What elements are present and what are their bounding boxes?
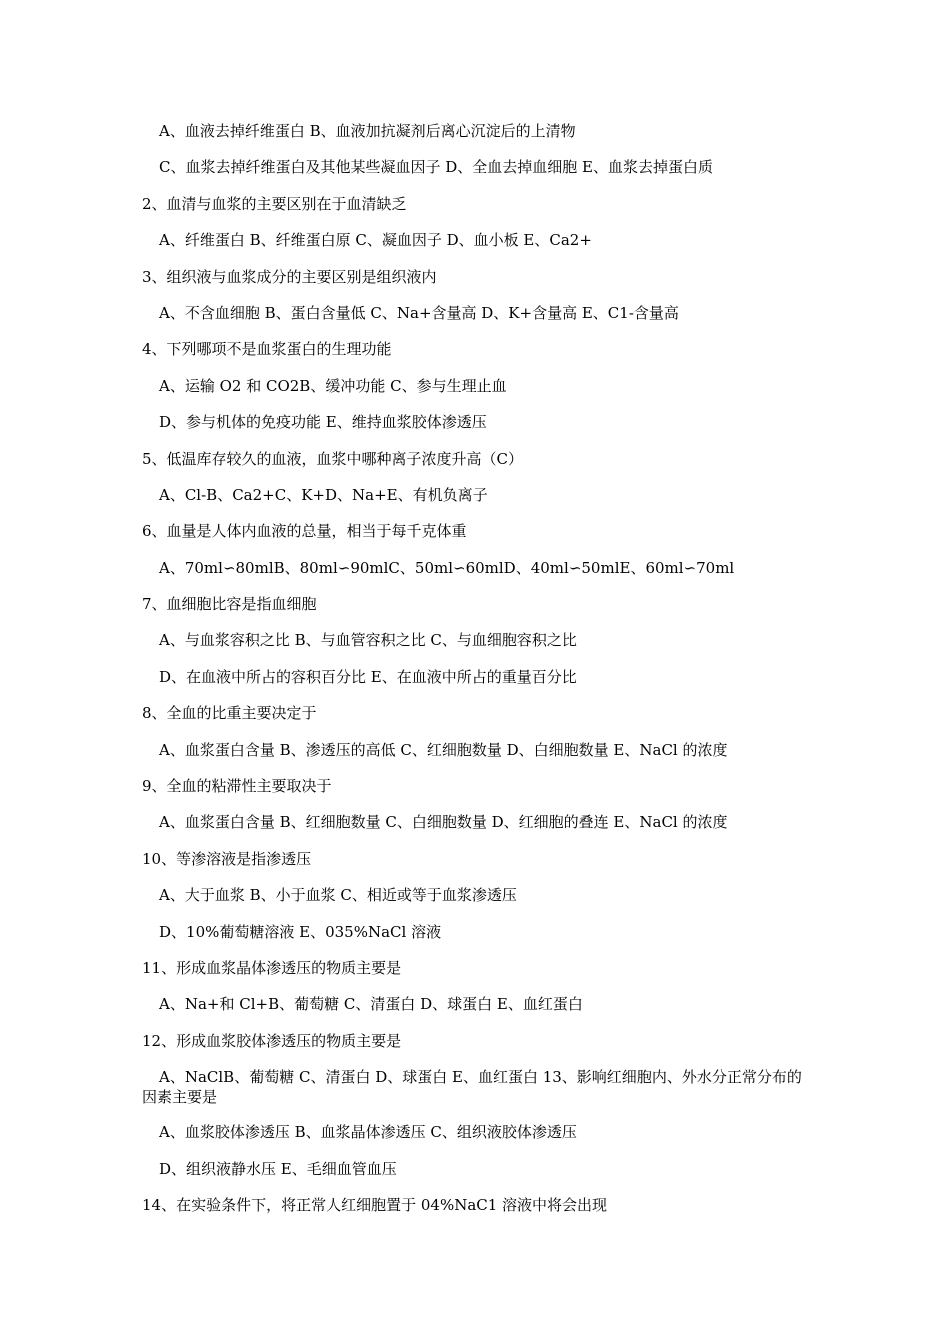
question-line: 14、在实验条件下，将正常人红细胞置于 04%NaC1 溶液中将会出现 bbox=[142, 1195, 608, 1214]
option-line: A、纤维蛋白 B、纤维蛋白原 C、凝血因子 D、血小板 E、Ca2+ bbox=[159, 231, 592, 250]
option-line: D、参与机体的免疫功能 E、维持血浆胶体渗透压 bbox=[159, 413, 487, 432]
question-line: 8、全血的比重主要决定于 bbox=[142, 704, 317, 723]
option-line: A、血浆蛋白含量 B、红细胞数量 C、白细胞数量 D、红细胞的叠连 E、NaCl 的浓度 bbox=[159, 813, 728, 832]
option-line: A、不含血细胞 B、蛋白含量低 C、Na+含量高 D、K+含量高 E、C1-含量高 bbox=[159, 303, 679, 322]
question-line: 9、全血的粘滞性主要取决于 bbox=[142, 777, 332, 796]
question-line: 4、下列哪项不是血浆蛋白的生理功能 bbox=[142, 340, 392, 359]
option-line: A、运输 O2 和 CO2B、缓冲功能 C、参与生理止血 bbox=[159, 376, 507, 395]
question-line: 6、血量是人体内血液的总量，相当于每千克体重 bbox=[142, 522, 467, 541]
option-line: A、血液去掉纤维蛋白 B、血液加抗凝剂后离心沉淀后的上清物 bbox=[159, 122, 576, 140]
question-line: 7、血细胞比容是指血细胞 bbox=[142, 595, 317, 614]
option-line: A、Cl-B、Ca2+C、K+D、Na+E、有机负离子 bbox=[159, 485, 488, 504]
question-line: 2、血清与血浆的主要区别在于血清缺乏 bbox=[142, 194, 407, 213]
option-line-wrapped: A、NaClB、葡萄糖 C、清蛋白 D、球蛋白 E、血红蛋白 13、影响红细胞内、外水分正常分布的因素主要是 bbox=[142, 1068, 802, 1107]
option-line: D、组织液静水压 E、毛细血管血压 bbox=[159, 1159, 397, 1178]
option-line: C、血浆去掉纤维蛋白及其他某些凝血因子 D、全血去掉血细胞 E、血浆去掉蛋白质 bbox=[159, 158, 713, 177]
option-line: A、70ml∽80mlB、80ml∽90mlC、50ml∽60mlD、40ml∽50mlE、60ml∽70ml bbox=[159, 558, 735, 577]
option-line: D、10%葡萄糖溶液 E、035%NaCl 溶液 bbox=[159, 922, 442, 941]
option-line: A、与血浆容积之比 B、与血管容积之比 C、与血细胞容积之比 bbox=[159, 631, 577, 650]
option-line: A、血浆胶体渗透压 B、血浆晶体渗透压 C、组织液胶体渗透压 bbox=[159, 1123, 577, 1142]
question-line: 3、组织液与血浆成分的主要区别是组织液内 bbox=[142, 267, 437, 286]
option-line: D、在血液中所占的容积百分比 E、在血液中所占的重量百分比 bbox=[159, 667, 577, 686]
option-line: A、大于血浆 B、小于血浆 C、相近或等于血浆渗透压 bbox=[159, 886, 517, 905]
question-line: 12、形成血浆胶体渗透压的物质主要是 bbox=[142, 1031, 402, 1050]
option-line: A、血浆蛋白含量 B、渗透压的高低 C、红细胞数量 D、白细胞数量 E、NaCl 的浓度 bbox=[159, 740, 728, 759]
question-line: 11、形成血浆晶体渗透压的物质主要是 bbox=[142, 958, 402, 977]
question-list bbox=[142, 117, 814, 1227]
question-line: 10、等渗溶液是指渗透压 bbox=[142, 849, 312, 868]
option-line: A、Na+和 Cl+B、葡萄糖 C、清蛋白 D、球蛋白 E、血红蛋白 bbox=[159, 995, 583, 1014]
question-line: 5、低温库存较久的血液，血浆中哪种离子浓度升高（C） bbox=[142, 449, 524, 468]
